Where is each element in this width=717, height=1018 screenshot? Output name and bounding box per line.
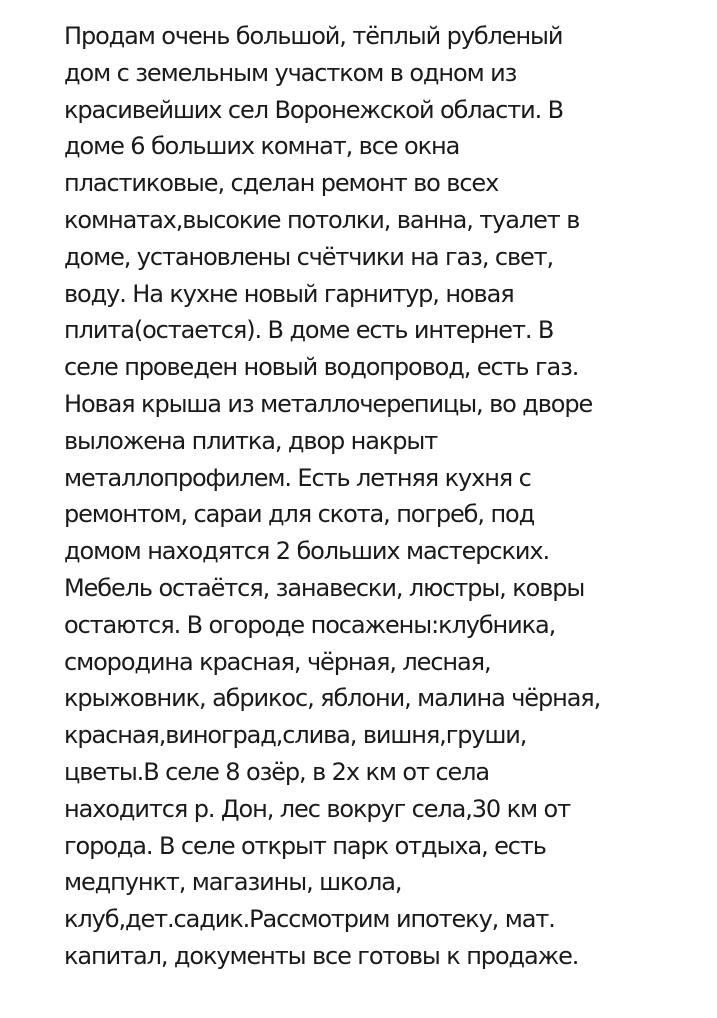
- text-line: Мебель остаётся, занавески, люстры, ковры: [64, 573, 585, 602]
- text-line: красивейших сел Воронежской области. В: [64, 95, 564, 124]
- text-line: домом находятся 2 больших мастерских.: [64, 537, 550, 566]
- text-line: селе проведен новый водопровод, есть газ.: [64, 353, 579, 382]
- text-line: доме, установлены счётчики на газ, свет,: [64, 242, 554, 271]
- text-line: выложена плитка, двор накрыт: [64, 426, 438, 455]
- text-line: металлопрофилем. Есть летняя кухня с: [64, 463, 531, 492]
- text-line: цветы.В селе 8 озёр, в 2х км от села: [64, 757, 490, 786]
- text-line: доме 6 больших комнат, все окна: [64, 132, 460, 161]
- text-line: находится р. Дон, лес вокруг села,30 км от: [64, 794, 571, 823]
- text-line: ремонтом, сараи для скота, погреб, под: [64, 500, 535, 529]
- text-line: комнатах,высокие потолки, ванна, туалет в: [64, 205, 580, 234]
- listing-description: [64, 18, 704, 975]
- text-line: Продам очень большой, тёплый рубленый: [64, 22, 563, 50]
- text-line: медпункт, магазины, школа,: [64, 868, 402, 897]
- text-line: смородина красная, чёрная, лесная,: [64, 647, 491, 676]
- text-line: плита(остается). В доме есть интернет. В: [64, 316, 554, 345]
- text-line: дом с земельным участком в одном из: [64, 58, 517, 87]
- text-line: клуб,дет.садик.Рассмотрим ипотеку, мат.: [64, 905, 555, 934]
- text-line: города. В селе открыт парк отдыха, есть: [64, 831, 546, 860]
- text-line: пластиковые, сделан ремонт во всех: [64, 169, 499, 198]
- text-line: капитал, документы все готовы к продаже.: [64, 941, 579, 970]
- text-line: воду. На кухне новый гарнитур, новая: [64, 279, 514, 308]
- text-line: крыжовник, абрикос, яблони, малина чёрная,: [64, 684, 601, 713]
- text-line: Новая крыша из металлочерепицы, во дворе: [64, 389, 593, 418]
- text-line: остаются. В огороде посажены:клубника,: [64, 610, 556, 639]
- text-line: красная,виноград,слива, вишня,груши,: [64, 721, 527, 750]
